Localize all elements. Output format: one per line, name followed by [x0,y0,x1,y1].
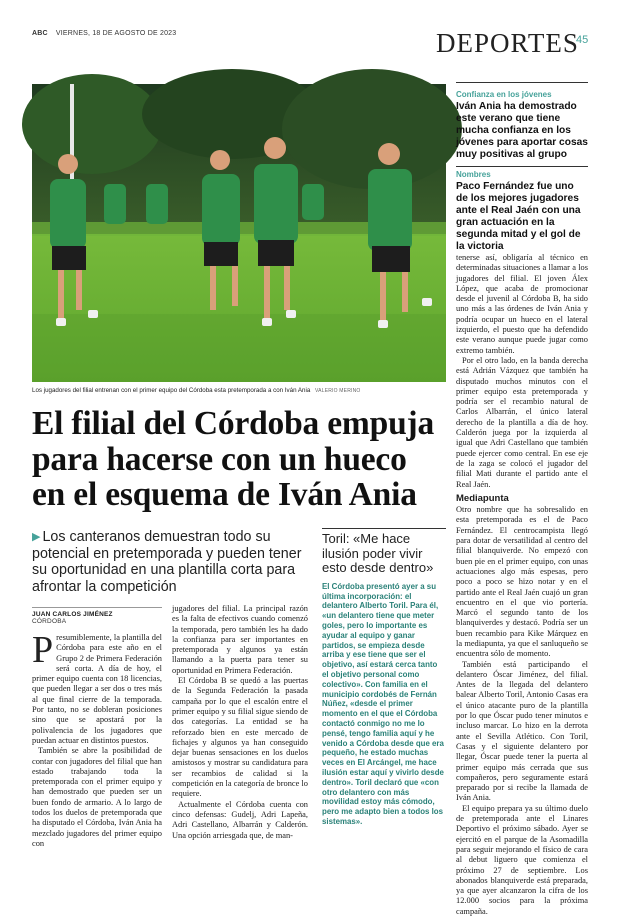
photo-caption [32,387,446,394]
subheading-mediapunta: Mediapunta [456,492,509,504]
paragraph: También está participando el delantero Óscar Jiménez, del filial. Antes de la llegada del delantero balear Alberto Toril, Antonio Casas era el único atacante puro de la plantilla por lo que Óscar pudo tener minutos e incluso marcar. Lo hizo en la derrota ante el Sevilla Atlético. Con Toril, Casas y el siguiente delantero por llegar, Óscar puede tener la puerta al primer equipo más cerrada que sus compañeros, pero seguramente estará preparado por si recibe la llamada de Iván Ania. [456,659,588,803]
paragraph: Por el otro lado, en la banda derecha está Adrián Vázquez que también ha disputado muchos minutos con el primer equipo esta pretemporada y podría ser el recambio natural de Carlos Albarrán, el único lateral derecho de la plantilla a día de hoy. Calderón juega por la izquierda al igual que Adri Castellano que también puede ejercer como central. En ese eje de la zaga se colocó el jugador del filial Mati durante el partido ante el Real Jaén. [456,355,588,489]
annotation-text: Paco Fernández fue uno de los mejores jugadores ante el Real Jaén con una gran actuación en la segunda mitad y el gol de la victoria [456,181,581,252]
paragraph: jugadores del filial. La principal razón es la falta de efectivos cuando comenzó la temporada, pero también les ha dado la confianza para ser importantes en pretemporada y algunos ya están llamando a la puerta para tener su oportunidad en Primera Federación. [172,604,308,675]
football-training-image [32,84,446,382]
page-number: 45 [576,34,589,46]
author-name: JUAN CARLOS JIMÉNEZ [32,611,113,618]
section-title: DEPORTES [436,28,579,58]
annotation-names [456,166,588,253]
annotation-kicker: Confianza en los jóvenes [456,90,552,99]
headline: El filial del Córdoba empuja para hacerse con un hueco en el esquema de Iván Ania [32,405,435,513]
subheadline-text: Los canteranos demuestran todo su potencial en pretemporada y pueden tener su oportunidad en una plantilla corta para afrontar la competición [32,529,302,595]
sidebar-toril [322,528,446,827]
paragraph: tenerse así, obligaría al técnico en determinadas situaciones a llamar a los jugadores del filial. El joven Álex López, que acaba de promocionar desde el juvenil al Córdoba B, ha sido uno más a las órdenes de Iván Ania y podría ocupar un hueco en el lateral izquierdo, el puesto que ha defendido este verano aunque puede jugar como extremo también. [456,253,588,355]
newspaper-name: ABC [32,30,48,37]
paragraph: También se abre la posibilidad de contar con jugadores del filial que han estado trabajando toda la pretemporada con el primer equipo y han demostrado que pueden ser un buen fondo de armario. A lo largo de todos los duelos de pretemporada que ha disputado el Córdoba, Iván Ania ha mezclado jugadores del primer equipo con [32,746,162,848]
article-column-2 [172,604,308,841]
byline [32,607,162,625]
sidebar-body: El Córdoba presentó ayer a su última incorporación: el delantero Alberto Toril. Para él, «un delantero tiene que meter goles, pero lo importante es ayudar al equipo y ganar partidos, se empieza desde arriba y ese tiene que ser el objetivo, así estará cerca tanto el objetivo personal como colectivo». Con familia en el municipio cordobés de Fernán Núñez, «desde el primer momento en el que el Córdoba contactó conmigo no me lo pensé, tengo familia aquí y he venido a Córdoba desde que era pequeño, he estado muchas veces en El Arcángel, me hace ilusión estar aquí y vivirlo desde dentro». Toril declaró que «con otro delantero con más movilidad estoy más cómodo, pero me adapto bien a todos los sistemas». [322,581,444,826]
training-photo [32,84,446,382]
annotation-kicker: Nombres [456,170,491,179]
page-header [32,30,176,37]
article-column-1 [32,629,162,849]
dateline-city: CÓRDOBA [32,618,67,625]
triangle-bullet-icon: ▶ [32,531,41,543]
paragraph: Actualmente el Córdoba cuenta con cinco defensas: Gudelj, Adri Lapeña, Adri Castellano, Albarrán y Calderón. Una opción arriesgada que, de man- [172,799,308,840]
annotation-text: Iván Ania ha demostrado este verano que tiene mucha confianza en los jóvenes para aportar cosas muy positivas al grupo [456,101,588,160]
paragraph: Otro nombre que ha sobresalido en esta pretemporada es el de Paco Fernández. El centrocampista llegó para dotar de versatilidad al centro del filial blanquiverde. No empezó con buen pie en el primer equipo, con unas actuaciones algo más espesas, pero poco a poco se hizo notar y en el partido ante el Real Jaén cuajó un gran encuentro en el que vio portería. Marcó el segundo tanto de los blanquiverdes y destacó. Podría ser un buen recambio para Kike Márquez en la mediapunta, ya que el sanluqueño se encuentra sólo de momento. [456,505,588,659]
paragraph-text: resumiblemente, la plantilla del Córdoba para este año en el Grupo 2 de Primera Federación será corta. A día de hoy, el primer equipo cuenta con 18 licencias, que pueden llegar a ser dos o tres más al que final cierre de la temporada. Por tanto, no se dobleran posiciones sino que se apostará por la polivalencia de los jugadores que puedan actuar en distintos puestos. [32,633,162,745]
paragraph-first [32,629,162,746]
paragraph: El Córdoba B se quedó a las puertas de la Segunda Federación la pasada campaña por lo que el escalón entre el primer equipo y su filial sigue siendo de dos categorías. La entidad se ha reforzado bien en este mercado de fichajes y algunos ya han conseguido dejar buenas sensaciones en los duelos amistosos y mostrar su candidatura para ser recambios de calidad si la competición en la categoría de bronce lo requiere. [172,676,308,799]
subheadline [32,529,304,595]
caption-text: Los jugadores del filial entrenan con el primer equipo del Córdoba esta pretemporada a con Iván Ania [32,387,311,394]
annotation-rule [456,82,588,83]
paragraph: El equipo prepara ya su último duelo de pretemporada ante el Linares Deportivo el próximo sábado. Ayer se ejercitó en el parque de la Asomadilla para seguir mejorando el físico de cara al debut liguero que comienza el próximo 27 de septiembre. Los abonados blanquiverde está preparada, ya que ayer alcanzaron la cifra de los 12.000 socios para la próxima campaña. [456,803,588,916]
article-column-right [456,253,588,917]
sidebar-title: Toril: «Me hace ilusión poder vivir esto desde dentro» [322,528,446,576]
drop-cap: P [32,629,54,671]
issue-date: VIERNES, 18 DE AGOSTO DE 2023 [55,30,177,37]
photo-credit: VALERIO MERINO [315,388,361,394]
annotation-confidence [456,90,588,161]
